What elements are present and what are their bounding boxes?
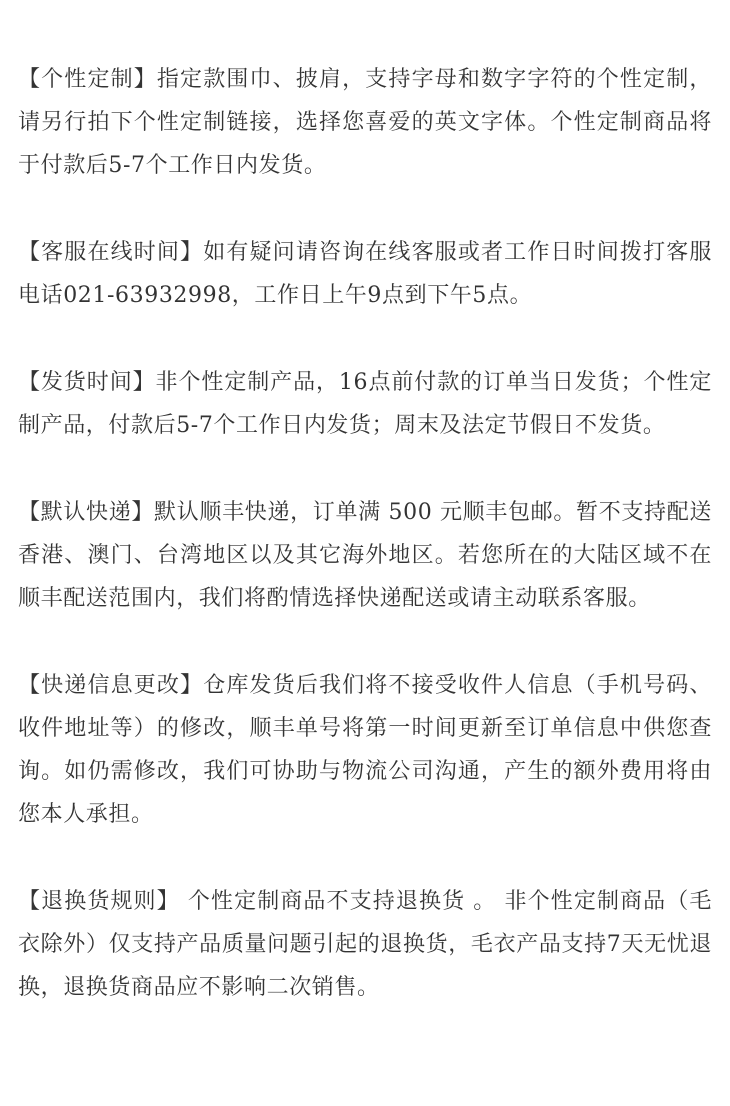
section-address-change: 【快递信息更改】仓库发货后我们将不接受收件人信息（手机号码、收件地址等）的修改，顺丰单号将第一时间更新至订单信息中供您查询。如仍需修改，我们可协助与物流公司沟通，产生的额外费用将由您本人承担。 <box>18 673 712 827</box>
section-default-courier: 【默认快递】默认顺丰快递，订单满 500 元顺丰包邮。暂不支持配送香港、澳门、台湾地区以及其它海外地区。若您所在的大陆区域不在顺丰配送范围内，我们将酌情选择快递配送或请主动联系客服。 <box>18 500 712 611</box>
section-return-policy: 【退换货规则】 个性定制商品不支持退换货 。 非个性定制商品（毛衣除外）仅支持产品质量问题引起的退换货，毛衣产品支持7天无忧退换，退换货商品应不影响二次销售。 <box>18 889 712 1000</box>
section-service-hours: 【客服在线时间】如有疑问请咨询在线客服或者工作日时间拨打客服电话021-63932998，工作日上午9点到下午5点。 <box>18 240 712 308</box>
section-shipping-time: 【发货时间】非个性定制产品，16点前付款的订单当日发货；个性定制产品，付款后5-7个工作日内发货；周末及法定节假日不发货。 <box>18 370 712 438</box>
section-custom: 【个性定制】指定款围巾、披肩，支持字母和数字字符的个性定制，请另行拍下个性定制链接，选择您喜爱的英文字体。个性定制商品将于付款后5-7个工作日内发货。 <box>18 67 712 178</box>
